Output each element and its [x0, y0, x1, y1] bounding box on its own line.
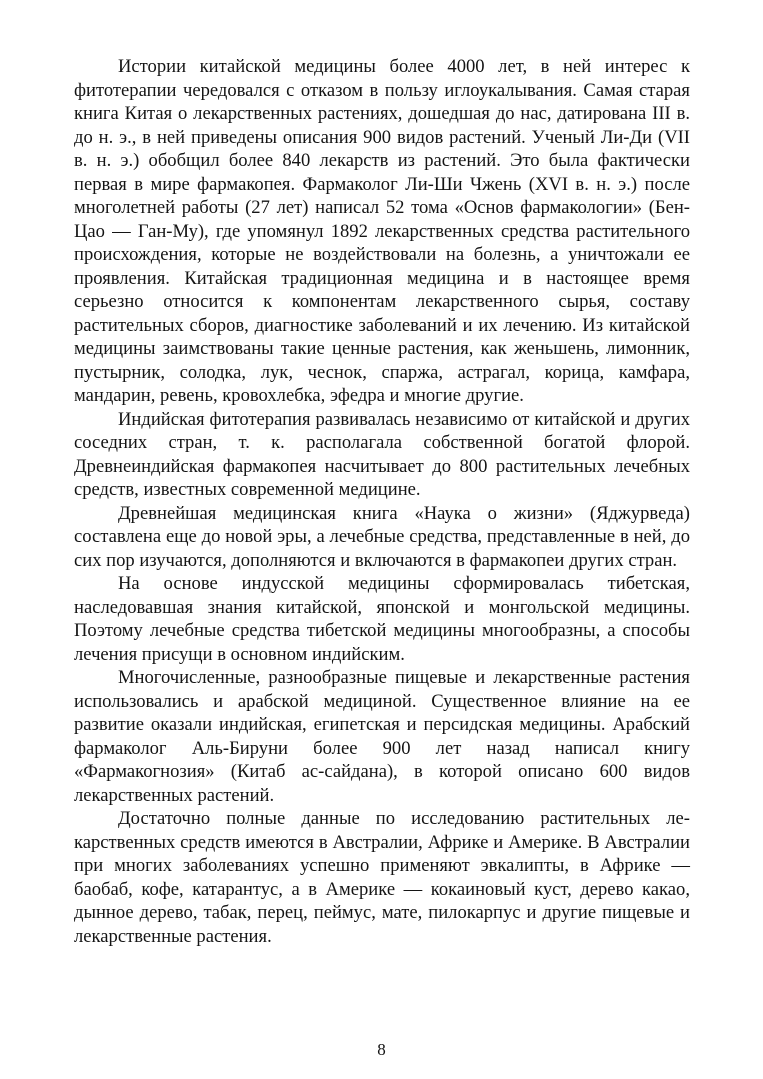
- paragraph-indian-phytotherapy: Индийская фитотерапия развивалась независимо от китайской и других соседних стран, т. к. располагала собственной богатой флорой. Древнеиндийская фармакопея насчитывает до 800 растительных лечебных средств, известных современной медицине.: [74, 408, 690, 500]
- paragraph-ayurveda-book: Древнейшая медицинская книга «Наука о жизни» (Яджурведа) составлена еще до новой эры, а лечебные средства, представленные в ней, до сих пор изучаются, дополняются и включаются в фармакопеи других стран.: [74, 502, 690, 571]
- paragraph-australia-africa-america: Достаточно полные данные по исследованию растительных лекарственных средств имеются в Австралии, Африке и Америке. В Австралии при многих заболеваниях успешно применяют эвкалипты, в Африке — баобаб, кофе, катарантус, а в Америке — кокаиновый куст, дерево какао, дынное дерево, табак, перец, пеймус, мате, пилокарпус и другие пищевые и лекарственные растения.: [74, 808, 690, 947]
- body-text: [74, 55, 690, 948]
- paragraph-arabic-medicine: Многочисленные, разнообразные пищевые и лекарственные растения использовались и арабской медициной. Существенное влияние на ее развитие оказали индийская, египетская и персидская медицины. Арабский фармаколог Аль-Бируни более 900 лет назад написал книгу «Фармакогнозия» (Китаб ас-сайдана), в которой описано 600 видов лекарственных растений.: [74, 667, 690, 806]
- paragraph-tibetan-medicine: На основе индусской медицины сформировалась тибетская, наследовавшая знания китайской, японской и монгольской медицины. Поэтому лечебные средства тибетской медицины многообразны, а способы лечения присущи в основном индийским.: [74, 573, 690, 665]
- page-number: 8: [377, 1040, 386, 1059]
- paragraph-chinese-medicine: Истории китайской медицины более 4000 лет, в ней интерес к фитотерапии чередовался с отказом в пользу иглоукалывания. Самая старая книга Китая о лекарственных растениях, дошедшая до нас, датирована III в. до н. э., в ней приведены описания 900 видов растений. Ученый Ли-Ди (VII в. н. э.) обобщил более 840 лекарств из растений. Это была фактически первая в мире фармакопея. Фармаколог Ли-Ши Чжень (XVI в. н. э.) после многолетней работы (27 лет) написал 52 тома «Основ фармакологии» (Бен-Цао — Ган-Му), где упомянул 1892 лекарственных средства растительного происхождения, которые не воздействовали на болезнь, а уничтожали ее проявления. Китайская традиционная медицина и в настоящее время серьезно относится к компонентам лекарственного сырья, составу растительных сборов, диагностике заболеваний и их лечению. Из китайской медицины заимствованы такие ценные растения, как женьшень, лимонник, пустырник, солодка, лук, чеснок, спаржа, астрагал, корица, камфара, мандарин, ревень, кровохлебка, эфедра и многие другие.: [74, 56, 690, 406]
